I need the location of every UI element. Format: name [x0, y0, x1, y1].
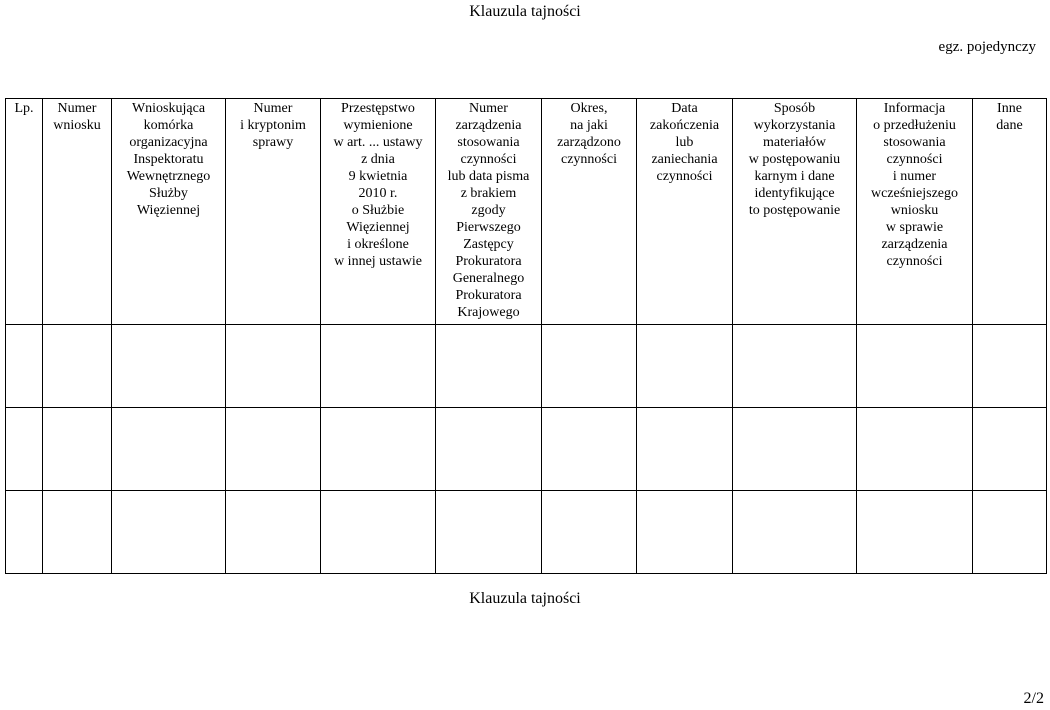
table-cell — [43, 491, 112, 574]
table-cell — [6, 491, 43, 574]
column-header-case-number: Numer i kryptonim sprawy — [226, 99, 321, 325]
top-secrecy-clause: Klauzula tajności — [469, 3, 581, 20]
table-row — [6, 408, 1047, 491]
table-cell — [6, 325, 43, 408]
table-cell — [857, 491, 973, 574]
table-cell — [43, 325, 112, 408]
table-cell — [112, 491, 226, 574]
table-cell — [542, 491, 637, 574]
table-cell — [637, 325, 733, 408]
column-header-period: Okres, na jaki zarządzono czynności — [542, 99, 637, 325]
table-cell — [226, 408, 321, 491]
table-cell — [436, 325, 542, 408]
table-cell — [43, 408, 112, 491]
column-header-offence: Przestępstwo wymienione w art. ... ustawy z dnia 9 kwietnia 2010 r. o Służbie Więziennej i określone w innej ustawie — [321, 99, 436, 325]
table-cell — [733, 491, 857, 574]
table-cell — [321, 491, 436, 574]
column-header-request-number: Numer wniosku — [43, 99, 112, 325]
table-cell — [733, 325, 857, 408]
table-cell — [733, 408, 857, 491]
table-cell — [436, 491, 542, 574]
table-cell — [637, 408, 733, 491]
column-header-other-data: Inne dane — [973, 99, 1047, 325]
table-cell — [226, 491, 321, 574]
table-row — [6, 491, 1047, 574]
table-cell — [321, 325, 436, 408]
table-cell — [973, 325, 1047, 408]
column-header-material-use: Sposób wykorzystania materiałów w postępowaniu karnym i dane identyfikujące to postępowanie — [733, 99, 857, 325]
table-cell — [436, 408, 542, 491]
table-cell — [857, 325, 973, 408]
table-cell — [6, 408, 43, 491]
column-header-requesting-unit: Wnioskująca komórka organizacyjna Inspektoratu Wewnętrznego Służby Więziennej — [112, 99, 226, 325]
column-header-lp: Lp. — [6, 99, 43, 325]
table-cell — [112, 325, 226, 408]
table-cell — [226, 325, 321, 408]
page-number: 2/2 — [1023, 690, 1044, 707]
column-header-order-number: Numer zarządzenia stosowania czynności lub data pisma z brakiem zgody Pierwszego Zastępcy Prokuratora Generalnego Prokuratora Krajowego — [436, 99, 542, 325]
table-cell — [637, 491, 733, 574]
table-cell — [542, 408, 637, 491]
table-cell — [112, 408, 226, 491]
copy-note: egz. pojedynczy — [938, 39, 1036, 55]
column-header-end-date: Data zakończenia lub zaniechania czynności — [637, 99, 733, 325]
bottom-secrecy-clause: Klauzula tajności — [469, 590, 581, 607]
table-cell — [973, 408, 1047, 491]
table-cell — [542, 325, 637, 408]
header-row — [6, 99, 1047, 325]
table-cell — [321, 408, 436, 491]
column-header-extension-info: Informacja o przedłużeniu stosowania czynności i numer wcześniejszego wniosku w sprawie zarządzenia czynności — [857, 99, 973, 325]
register-table — [5, 98, 1047, 574]
table-cell — [973, 491, 1047, 574]
table-row — [6, 325, 1047, 408]
table-cell — [857, 408, 973, 491]
